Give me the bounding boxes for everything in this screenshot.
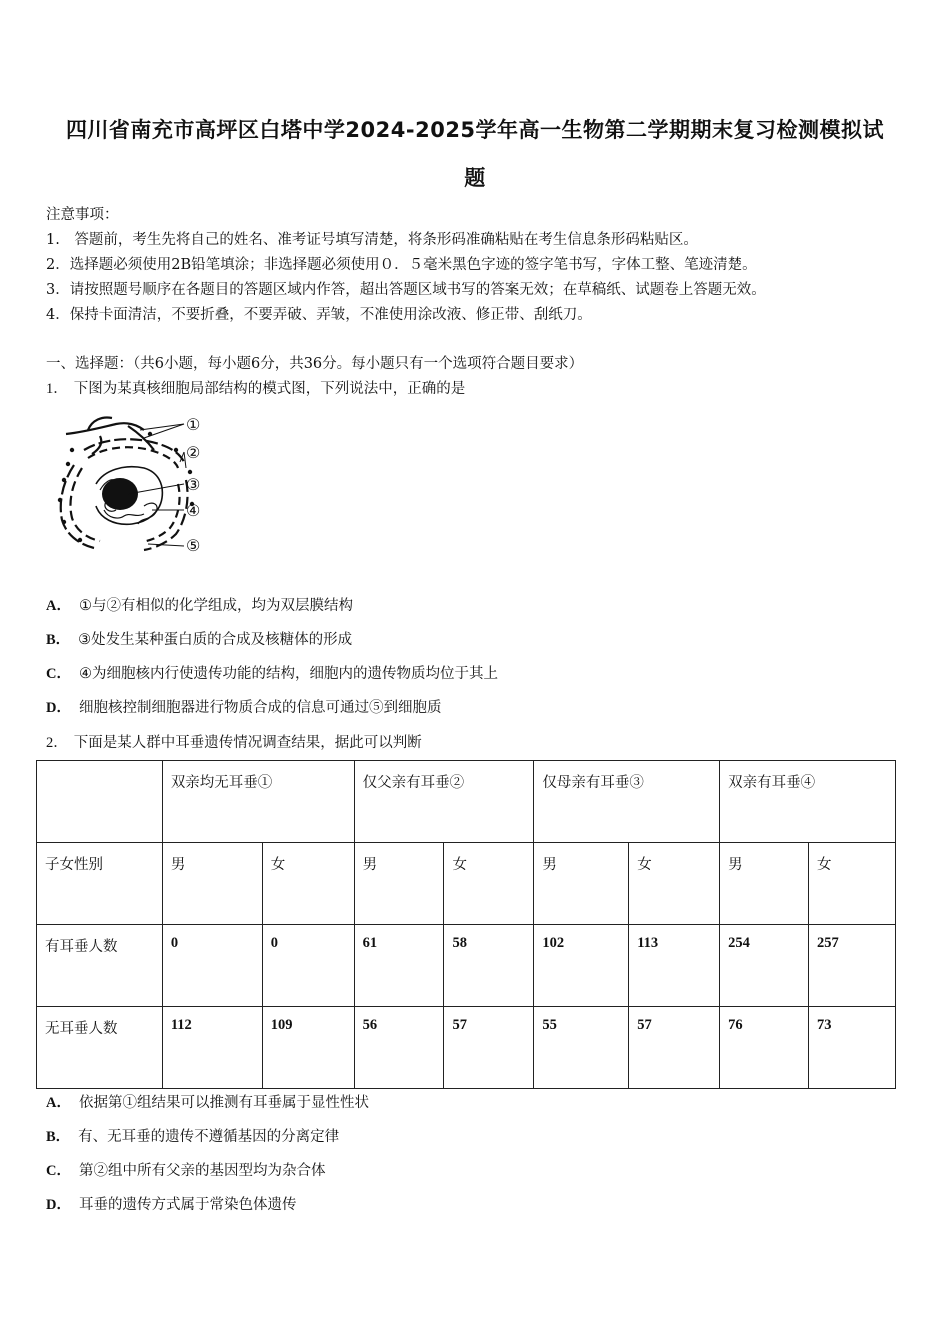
option-key: A． xyxy=(46,1095,71,1111)
question-1-stem xyxy=(46,377,465,398)
table-cell: 113 xyxy=(629,925,720,1007)
question-2-option-b[interactable] xyxy=(46,1125,339,1146)
table-cell: 55 xyxy=(534,1007,629,1089)
table-cell: 女 xyxy=(629,843,720,925)
question-1-option-b[interactable] xyxy=(46,628,352,649)
figure-label-4: ④ xyxy=(186,501,201,520)
option-text: ③处发生某种蛋白质的合成及核糖体的形成 xyxy=(78,632,353,648)
table-cell: 女 xyxy=(444,843,534,925)
figure-label-1: ① xyxy=(186,415,201,434)
option-key: B． xyxy=(46,632,71,648)
table-cell: 0 xyxy=(262,925,354,1007)
figure-label-3: ③ xyxy=(186,475,201,494)
figure-label-2: ② xyxy=(186,443,201,462)
option-text: ①与②有相似的化学组成，均为双层膜结构 xyxy=(78,598,353,614)
page-title: 四川省南充市高坪区白塔中学2024-2025学年高一生物第二学期期末复习检测模拟试 xyxy=(65,118,885,142)
option-text: 耳垂的遗传方式属于常染色体遗传 xyxy=(78,1197,297,1213)
notice-heading: 注意事项： xyxy=(46,207,119,223)
table-cell: 男 xyxy=(720,843,809,925)
notice-item-1: 1. 答题前，考生先将自己的姓名、准考证号填写清楚，将条形码准确粘贴在考生信息条形码粘贴区。 xyxy=(46,232,698,248)
table-cell: 73 xyxy=(809,1007,896,1089)
table-cell: 男 xyxy=(162,843,262,925)
table-cell: 257 xyxy=(809,925,896,1007)
cell-structure-figure xyxy=(44,410,224,560)
page-title-continuation: 题 xyxy=(464,166,486,190)
table-group-header: 仅母亲有耳垂③ xyxy=(534,761,720,843)
table-cell: 109 xyxy=(262,1007,354,1089)
table-row xyxy=(37,925,896,1007)
table-header-row xyxy=(37,761,896,843)
option-key: D． xyxy=(46,700,71,716)
question-2-number: 2． xyxy=(46,735,68,751)
table-cell: 102 xyxy=(534,925,629,1007)
table-row-label: 有耳垂人数 xyxy=(37,925,163,1007)
table-cell: 女 xyxy=(262,843,354,925)
question-1-number: 1． xyxy=(46,381,68,397)
table-cell: 57 xyxy=(444,1007,534,1089)
option-key: C． xyxy=(46,1163,71,1179)
question-1-text: 下图为某真核细胞局部结构的模式图，下列说法中，正确的是 xyxy=(73,381,466,397)
figure-label-5: ⑤ xyxy=(186,536,201,555)
option-key: B． xyxy=(46,1129,71,1145)
table-cell: 76 xyxy=(720,1007,809,1089)
option-key: C． xyxy=(46,666,71,682)
notice-item-2: 2．选择题必须使用2B铅笔填涂；非选择题必须使用０．５毫米黑色字迹的签字笔书写，字体工整、笔迹清楚。 xyxy=(46,257,757,273)
table-cell: 男 xyxy=(354,843,444,925)
table-cell: 57 xyxy=(629,1007,720,1089)
table-row-label: 无耳垂人数 xyxy=(37,1007,163,1089)
section-heading: 一、选择题：（共6小题，每小题6分，共36分。每小题只有一个选项符合题目要求） xyxy=(46,356,584,372)
table-cell: 58 xyxy=(444,925,534,1007)
question-2-text: 下面是某人群中耳垂遗传情况调查结果，据此可以判断 xyxy=(73,735,422,751)
question-1-option-a[interactable] xyxy=(46,594,353,615)
question-2-option-d[interactable] xyxy=(46,1193,296,1214)
table-cell: 112 xyxy=(162,1007,262,1089)
table-row-label: 子女性别 xyxy=(37,843,163,925)
table-group-header: 双亲均无耳垂① xyxy=(162,761,354,843)
table-group-header: 仅父亲有耳垂② xyxy=(354,761,534,843)
table-row xyxy=(37,843,896,925)
table-cell: 0 xyxy=(162,925,262,1007)
option-key: D． xyxy=(46,1197,71,1213)
option-text: 依据第①组结果可以推测有耳垂属于显性性状 xyxy=(78,1095,369,1111)
question-1-option-d[interactable] xyxy=(46,696,441,717)
notice-item-3: 3．请按照题号顺序在各题目的答题区域内作答，超出答题区域书写的答案无效；在草稿纸、试题卷上答题无效。 xyxy=(46,282,766,298)
table-corner-cell xyxy=(37,761,163,843)
table-cell: 254 xyxy=(720,925,809,1007)
notice-item-4: 4．保持卡面清洁，不要折叠，不要弄破、弄皱，不准使用涂改液、修正带、刮纸刀。 xyxy=(46,307,592,323)
table-cell: 男 xyxy=(534,843,629,925)
table-group-header: 双亲有耳垂④ xyxy=(720,761,896,843)
option-text: ④为细胞核内行使遗传功能的结构，细胞内的遗传物质均位于其上 xyxy=(78,666,498,682)
table-cell: 女 xyxy=(809,843,896,925)
table-row xyxy=(37,1007,896,1089)
option-text: 有、无耳垂的遗传不遵循基因的分离定律 xyxy=(78,1129,340,1145)
question-1-option-c[interactable] xyxy=(46,662,498,683)
earlobe-survey-table xyxy=(36,760,896,1089)
question-2-stem xyxy=(46,731,422,752)
table-cell: 56 xyxy=(354,1007,444,1089)
table-cell: 61 xyxy=(354,925,444,1007)
option-key: A． xyxy=(46,598,71,614)
option-text: 细胞核控制细胞器进行物质合成的信息可通过⑤到细胞质 xyxy=(78,700,442,716)
question-2-option-c[interactable] xyxy=(46,1159,325,1180)
question-2-option-a[interactable] xyxy=(46,1091,369,1112)
option-text: 第②组中所有父亲的基因型均为杂合体 xyxy=(78,1163,326,1179)
